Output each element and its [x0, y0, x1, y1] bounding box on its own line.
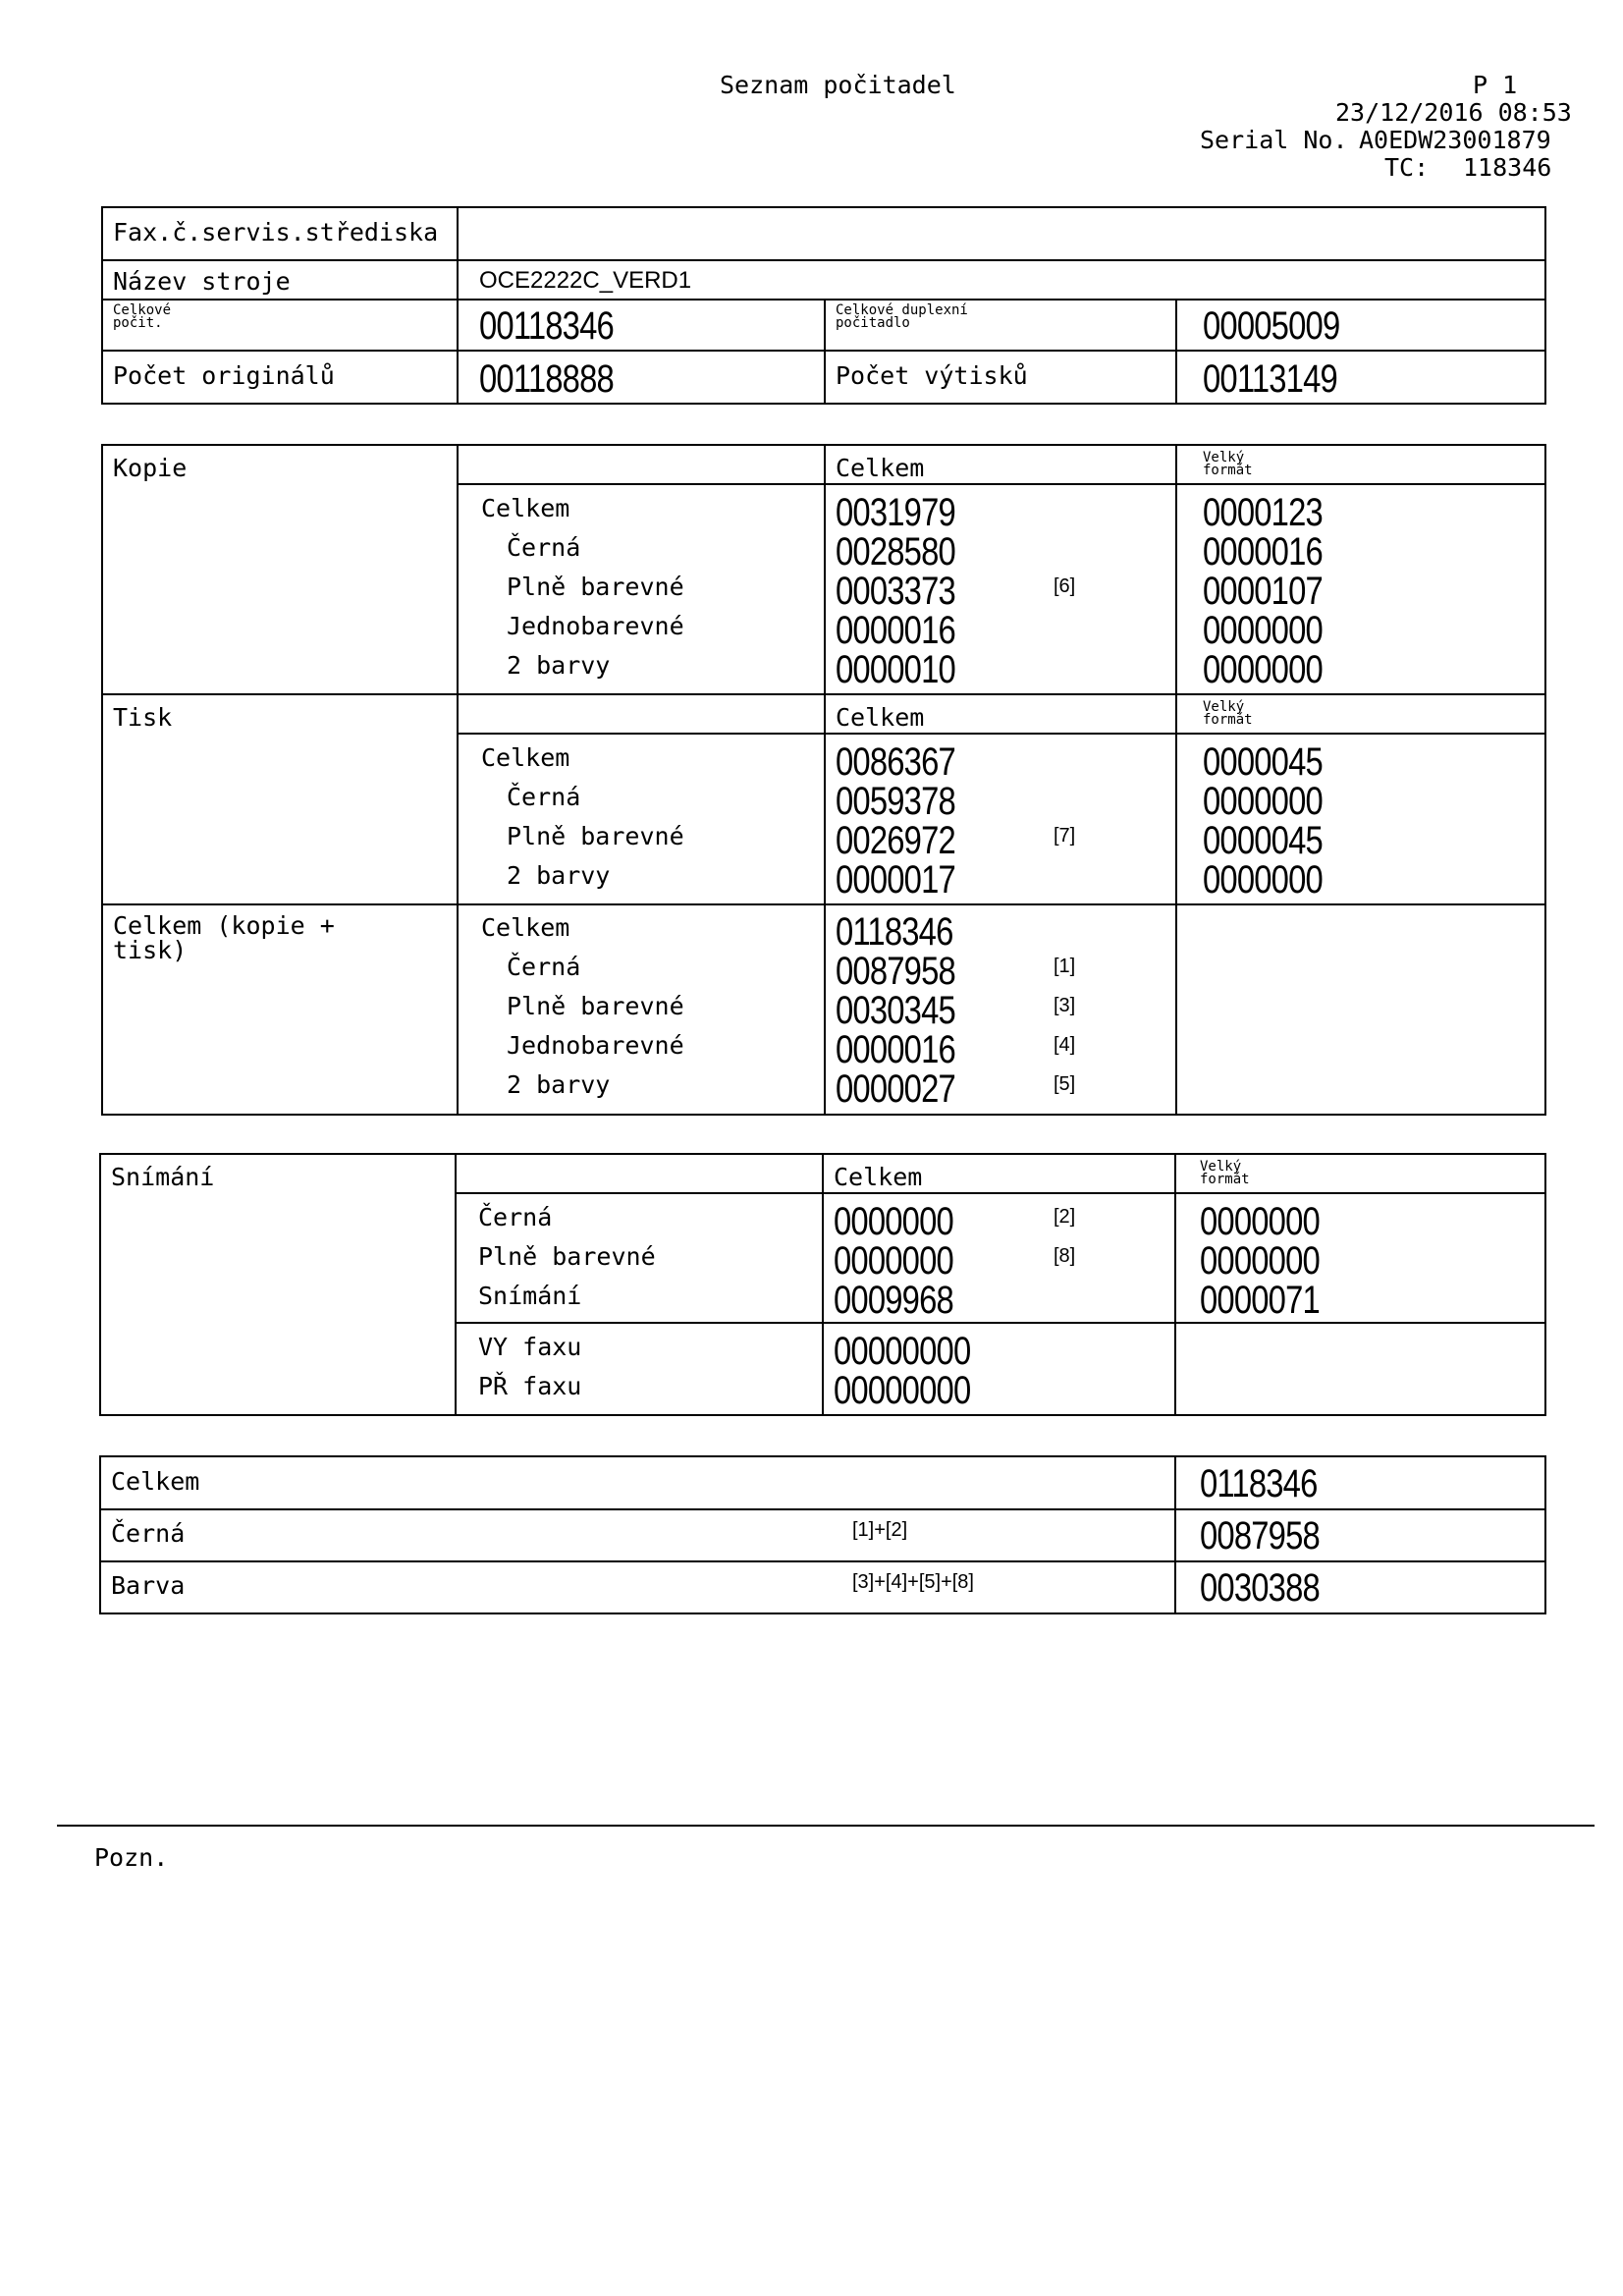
combined-row-ref: [4]	[1054, 1034, 1076, 1056]
print-row-total: 0059378	[836, 780, 955, 823]
copies-row-large: 0000016	[1203, 530, 1323, 574]
combined-row-total: 0118346	[836, 910, 953, 954]
copies-row-label: Černá	[507, 533, 581, 562]
copies-row-total: 0000016	[836, 609, 955, 652]
combined-row-label: Plně barevné	[507, 992, 684, 1020]
combined-row-ref: [1]	[1054, 956, 1076, 977]
fax-row-total: 00000000	[834, 1330, 971, 1373]
copies-row-large: 0000107	[1203, 570, 1323, 613]
print-col-large: Velký formát	[1203, 699, 1253, 728]
copies-row-label: Jednobarevné	[507, 612, 684, 640]
fax-row-total: 00000000	[834, 1369, 971, 1412]
combined-row-total: 0000027	[836, 1067, 955, 1111]
summary-row-label: Černá	[111, 1519, 186, 1548]
originals-value: 00118888	[479, 357, 614, 401]
copies-row-total: 0028580	[836, 530, 955, 574]
combined-row-total: 0087958	[836, 950, 955, 993]
print-col-total: Celkem	[836, 703, 925, 732]
combined-row-label: Černá	[507, 953, 581, 981]
duplex-counter-value: 00005009	[1203, 304, 1340, 348]
copies-row-label: 2 barvy	[507, 651, 611, 680]
scan-row-label: Snímání	[478, 1282, 582, 1310]
copies-col-large: Velký formát	[1203, 450, 1253, 478]
scan-section-label: Snímání	[111, 1163, 215, 1191]
report-datetime: 23/12/2016 08:53	[1335, 98, 1572, 127]
scan-row-label: Plně barevné	[478, 1242, 656, 1271]
tc-label: TC:	[1384, 153, 1430, 182]
scan-row-large: 0000000	[1200, 1200, 1320, 1243]
summary-row-value: 0087958	[1200, 1514, 1320, 1558]
print-row-total: 0000017	[836, 858, 955, 902]
summary-row-formula: [3]+[4]+[5]+[8]	[852, 1571, 974, 1593]
combined-row-ref: [3]	[1054, 995, 1076, 1016]
fax-row-label: VY faxu	[478, 1333, 582, 1361]
total-counter-label: Celkové počit.	[113, 302, 172, 331]
page-number: P 1	[1473, 71, 1518, 99]
originals-label: Počet originálů	[113, 361, 335, 390]
scan-row-ref: [2]	[1054, 1206, 1076, 1228]
print-row-label: 2 barvy	[507, 861, 611, 890]
summary-row-label: Barva	[111, 1571, 186, 1600]
copies-row-total: 0003373	[836, 570, 955, 613]
machine-name-label: Název stroje	[113, 267, 291, 296]
summary-row-label: Celkem	[111, 1467, 200, 1496]
print-row-label: Černá	[507, 783, 581, 811]
print-row-large: 0000000	[1203, 780, 1323, 823]
prints-value: 00113149	[1203, 357, 1337, 401]
footer-divider	[57, 1825, 1595, 1827]
scan-row-ref: [8]	[1054, 1245, 1076, 1267]
scan-col-large: Velký formát	[1200, 1159, 1250, 1187]
copies-row-label: Plně barevné	[507, 573, 684, 601]
print-row-large: 0000045	[1203, 740, 1323, 784]
combined-row-label: Jednobarevné	[507, 1031, 684, 1060]
fax-service-label: Fax.č.servis.střediska	[113, 218, 439, 246]
scan-row-large: 0000000	[1200, 1239, 1320, 1283]
scan-row-total: 0000000	[834, 1239, 953, 1283]
copies-row-large: 0000123	[1203, 491, 1323, 534]
copies-row-large: 0000000	[1203, 609, 1323, 652]
scan-row-large: 0000071	[1200, 1279, 1320, 1322]
print-row-large: 0000045	[1203, 819, 1323, 862]
tc-value: 118346	[1463, 153, 1552, 182]
summary-row-formula: [1]+[2]	[852, 1519, 908, 1541]
scan-row-label: Černá	[478, 1203, 553, 1231]
serial-label: Serial No.	[1200, 126, 1348, 154]
print-row-label: Plně barevné	[507, 822, 684, 850]
note-label: Pozn.	[94, 1843, 169, 1872]
print-row-label: Celkem	[481, 743, 570, 772]
total-counter-value: 00118346	[479, 304, 614, 348]
scan-row-total: 0009968	[834, 1279, 953, 1322]
copies-row-total: 0031979	[836, 491, 955, 534]
print-section-label: Tisk	[113, 703, 173, 732]
scan-col-total: Celkem	[834, 1163, 923, 1191]
copies-row-label: Celkem	[481, 494, 570, 522]
copies-section-label: Kopie	[113, 454, 188, 482]
copies-row-ref: [6]	[1054, 575, 1076, 597]
prints-label: Počet výtisků	[836, 361, 1028, 390]
combined-row-total: 0000016	[836, 1028, 955, 1071]
combined-row-label: 2 barvy	[507, 1070, 611, 1099]
combined-section-label: Celkem (kopie + tisk)	[113, 911, 335, 964]
serial-value: A0EDW23001879	[1359, 126, 1551, 154]
print-row-ref: [7]	[1054, 825, 1076, 847]
print-row-total: 0086367	[836, 740, 955, 784]
machine-name-value: OCE2222C_VERD1	[479, 267, 692, 294]
scan-row-total: 0000000	[834, 1200, 953, 1243]
fax-row-label: PŘ faxu	[478, 1372, 582, 1400]
summary-row-value: 0118346	[1200, 1462, 1318, 1505]
copies-col-total: Celkem	[836, 454, 925, 482]
combined-row-total: 0030345	[836, 989, 955, 1032]
combined-row-ref: [5]	[1054, 1073, 1076, 1095]
copies-row-total: 0000010	[836, 648, 955, 691]
print-row-large: 0000000	[1203, 858, 1323, 902]
combined-row-label: Celkem	[481, 913, 570, 942]
print-row-total: 0026972	[836, 819, 955, 862]
duplex-counter-label: Celkové duplexní počitadlo	[836, 302, 968, 331]
copies-row-large: 0000000	[1203, 648, 1323, 691]
summary-row-value: 0030388	[1200, 1566, 1320, 1610]
page-title: Seznam počitadel	[720, 71, 956, 99]
